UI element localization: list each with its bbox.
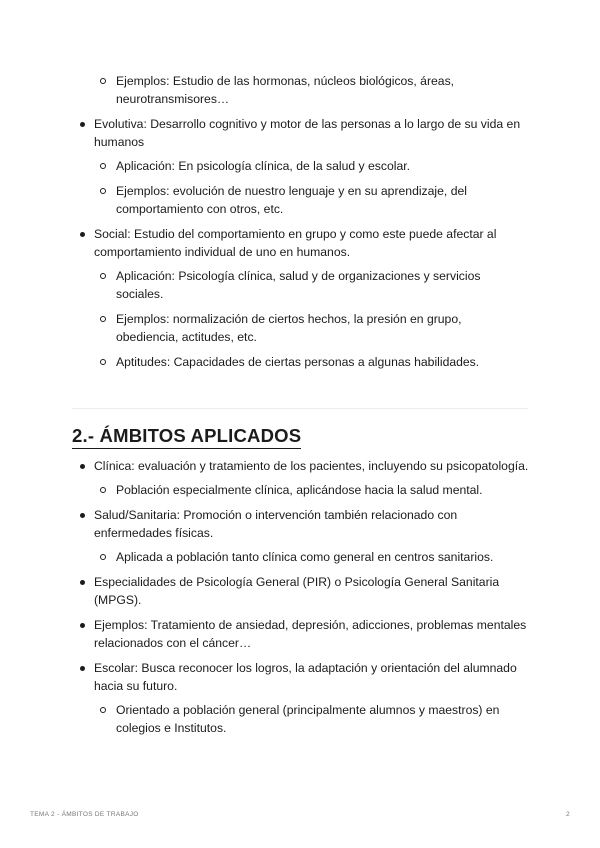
disc-bullet-icon <box>80 580 85 585</box>
disc-bullet-icon <box>80 464 85 469</box>
circle-bullet-icon <box>100 554 106 560</box>
circle-bullet-icon <box>100 487 106 493</box>
sub-list-item: Aptitudes: Capacidades de ciertas personas a algunas habilidades. <box>116 353 526 371</box>
list-item-ejemplos: Ejemplos: Tratamiento de ansiedad, depresión, adicciones, problemas mentales relacionados con el cáncer… <box>0 616 534 652</box>
sub-list-item: Población especialmente clínica, aplicándose hacia la salud mental. <box>116 481 526 499</box>
top-list <box>0 72 534 378</box>
section-list <box>0 457 534 744</box>
list-item-salud: Salud/Sanitaria: Promoción o intervención también relacionado con enfermedades físicas. Aplicada a población tanto clínica como general en centros sanitarios. <box>0 506 534 566</box>
circle-bullet-icon <box>100 273 106 279</box>
sub-list-item: Ejemplos: evolución de nuestro lenguaje y en su aprendizaje, del comportamiento con otros, etc. <box>116 182 526 218</box>
sub-list-item: Aplicación: Psicología clínica, salud y de organizaciones y servicios sociales. <box>116 267 526 303</box>
circle-bullet-icon <box>100 163 106 169</box>
page-number: 2 <box>566 811 570 818</box>
sub-list-item: Ejemplos: Estudio de las hormonas, núcleos biológicos, áreas, neurotransmisores… <box>116 72 526 108</box>
list-item-escolar: Escolar: Busca reconocer los logros, la adaptación y orientación del alumnado hacia su futuro. Orientado a población general (principalmente alumnos y maestros) en colegios e Institutos. <box>0 659 534 737</box>
list-item-clinica: Clínica: evaluación y tratamiento de los pacientes, incluyendo su psicopatología. Población especialmente clínica, aplicándose hacia la salud mental. <box>0 457 534 499</box>
sub-list-item: Orientado a población general (principalmente alumnos y maestros) en colegios e Institutos. <box>116 701 526 737</box>
circle-bullet-icon <box>100 359 106 365</box>
circle-bullet-icon <box>100 316 106 322</box>
list-item-especialidades: Especialidades de Psicología General (PIR) o Psicología General Sanitaria (MPGS). <box>0 573 534 609</box>
circle-bullet-icon <box>100 188 106 194</box>
circle-bullet-icon <box>100 707 106 713</box>
disc-bullet-icon <box>80 623 85 628</box>
list-item-continuation <box>0 72 534 108</box>
sub-list-item: Aplicación: En psicología clínica, de la salud y escolar. <box>116 157 526 175</box>
circle-bullet-icon <box>100 78 106 84</box>
section-heading: 2.- ÁMBITOS APLICADOS <box>72 425 301 449</box>
list-item-evolutiva: Evolutiva: Desarrollo cognitivo y motor de las personas a lo largo de su vida en humanos Aplicación: En psicología clínica, de la salud y escolar. Ejemplos: evolución de nuestro lenguaje y en su aprendizaje, del comportamiento con otros, etc. <box>0 115 534 218</box>
sub-list-item: Aplicada a población tanto clínica como general en centros sanitarios. <box>116 548 526 566</box>
sub-list-item: Ejemplos: normalización de ciertos hechos, la presión en grupo, obediencia, actitudes, etc. <box>116 310 526 346</box>
footer-title: TEMA 2 - ÁMBITOS DE TRABAJO <box>30 811 139 818</box>
disc-bullet-icon <box>80 513 85 518</box>
section-divider <box>72 408 528 409</box>
disc-bullet-icon <box>80 122 85 127</box>
disc-bullet-icon <box>80 666 85 671</box>
list-item-social: Social: Estudio del comportamiento en grupo y como este puede afectar al comportamiento individual de uno en humanos. Aplicación: Psicología clínica, salud y de organizaciones y servicios sociales. Ejemplos: normalización de ciertos hechos, la presión en grupo, obediencia, actitudes, etc. Aptitudes: Capacidades de ciertas personas a algunas habilidades. <box>0 225 534 371</box>
disc-bullet-icon <box>80 232 85 237</box>
